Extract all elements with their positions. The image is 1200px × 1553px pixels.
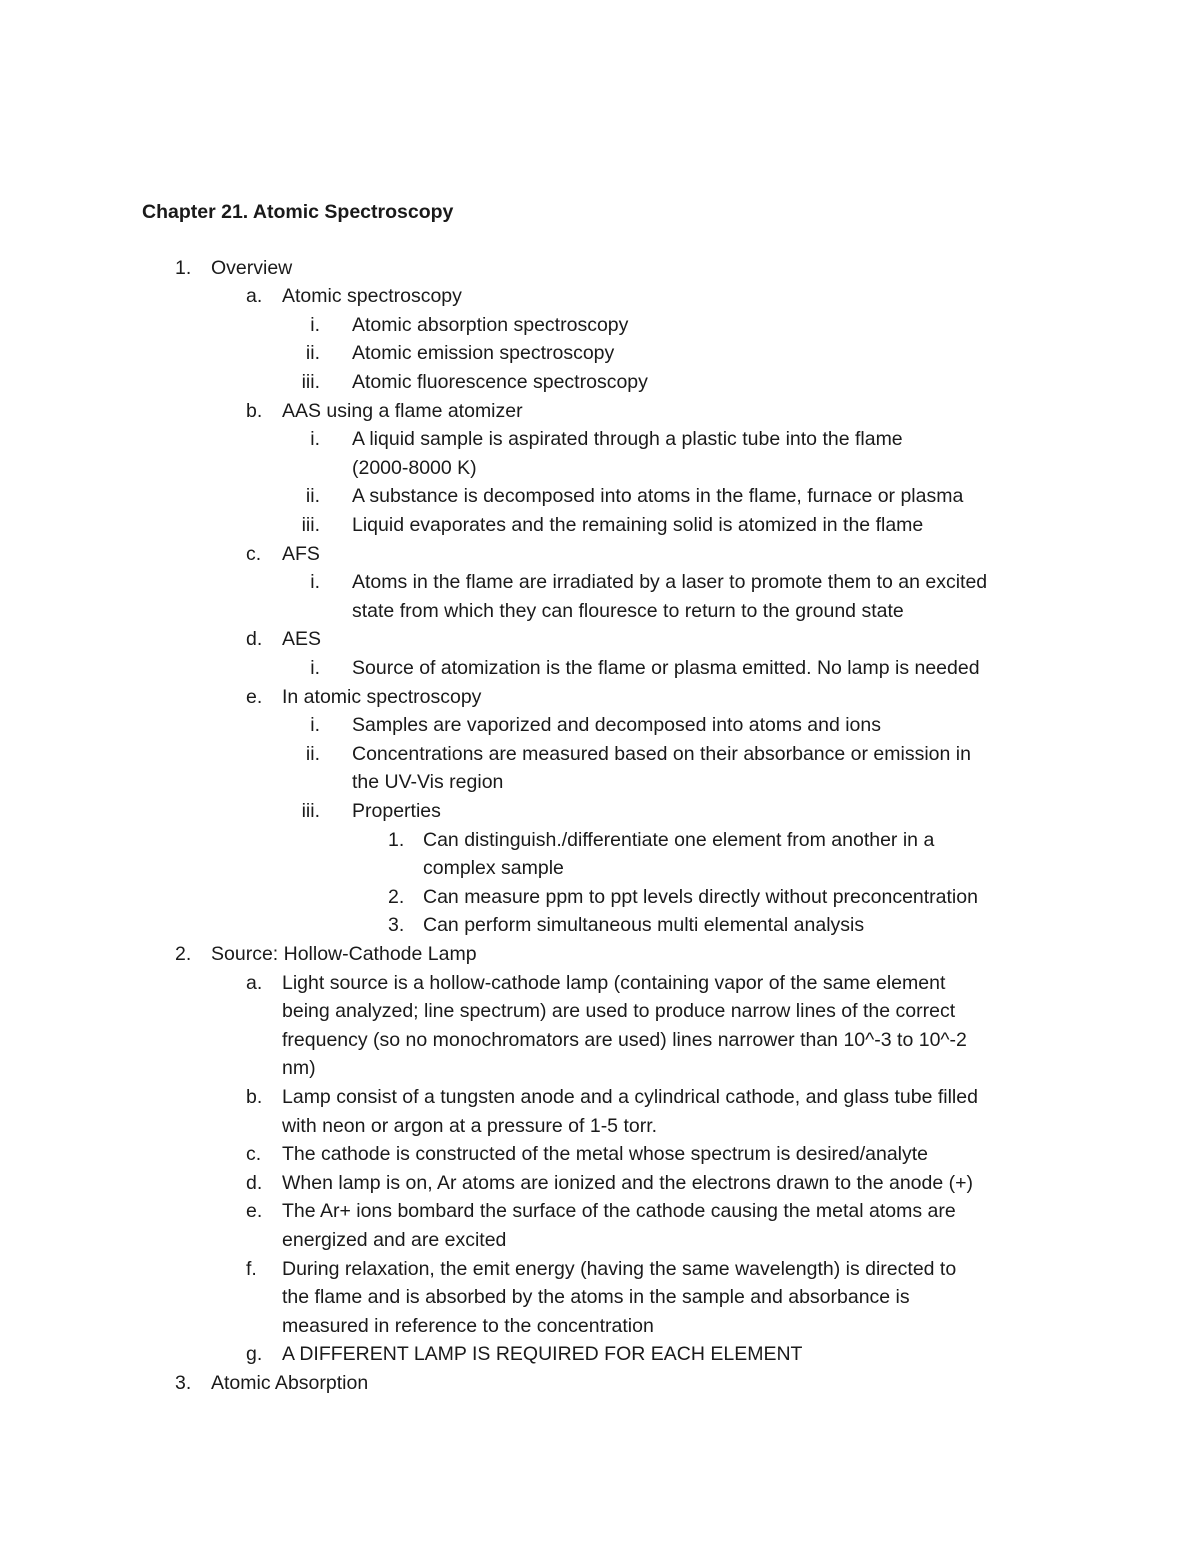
list-item-text: When lamp is on, Ar atoms are ionized and the electrons drawn to the anode (+): [282, 1171, 974, 1194]
list-item-text: frequency (so no monochromators are used) lines narrower than 10^-3 to 10^-2: [282, 1028, 967, 1051]
list-item-text: (2000-8000 K): [352, 456, 477, 479]
list-item-text: energized and are excited: [282, 1228, 507, 1251]
list-marker: g.: [246, 1343, 263, 1366]
list-item-text: Overview: [211, 256, 293, 279]
list-marker: c.: [246, 1143, 262, 1166]
list-marker: iii.: [301, 370, 320, 393]
list-item-text: The Ar+ ions bombard the surface of the cathode causing the metal atoms are: [282, 1200, 956, 1223]
list-item-text: being analyzed; line spectrum) are used to produce narrow lines of the correct: [282, 1000, 956, 1023]
list-item-text: measured in reference to the concentration: [282, 1314, 654, 1337]
list-item-text: Atomic Absorption: [211, 1371, 369, 1394]
list-item-text: Atoms in the flame are irradiated by a laser to promote them to an excited: [352, 571, 988, 594]
list-marker: 3.: [175, 1371, 192, 1394]
list-marker: a.: [246, 285, 263, 308]
list-item-text: The cathode is constructed of the metal whose spectrum is desired/analyte: [282, 1143, 929, 1166]
list-marker: f.: [246, 1257, 257, 1280]
list-marker: 1.: [175, 256, 192, 279]
list-item-text: nm): [282, 1057, 316, 1080]
list-marker: 3.: [388, 914, 405, 937]
list-item-text: with neon or argon at a pressure of 1-5 torr.: [282, 1114, 658, 1137]
list-item-text: In atomic spectroscopy: [282, 685, 482, 708]
list-item-text: Lamp consist of a tungsten anode and a cylindrical cathode, and glass tube filled: [282, 1085, 978, 1108]
list-marker: iii.: [301, 799, 320, 822]
list-marker: d.: [246, 1171, 263, 1194]
list-item-text: Can perform simultaneous multi elemental analysis: [423, 914, 865, 937]
list-marker: c.: [246, 542, 262, 565]
list-item-text: Atomic spectroscopy: [282, 285, 462, 308]
list-marker: ii.: [305, 342, 320, 365]
list-item-text: Properties: [352, 799, 441, 822]
list-item-text: Source of atomization is the flame or plasma emitted. No lamp is needed: [352, 656, 980, 679]
list-item-text: A substance is decomposed into atoms in the flame, furnace or plasma: [352, 485, 964, 508]
list-marker: a.: [246, 971, 263, 994]
list-item-text: AFS: [282, 542, 320, 565]
list-marker: ii.: [305, 485, 320, 508]
list-item-text: Atomic fluorescence spectroscopy: [352, 370, 648, 393]
list-marker: d.: [246, 628, 263, 651]
list-marker: b.: [246, 399, 263, 422]
list-marker: ii.: [305, 742, 320, 765]
list-item-text: Concentrations are measured based on their absorbance or emission in: [352, 742, 971, 765]
list-marker: 1.: [388, 828, 405, 851]
list-marker: e.: [246, 1200, 263, 1223]
chapter-title: Chapter 21. Atomic Spectroscopy: [142, 201, 454, 223]
list-item-text: state from which they can flouresce to return to the ground state: [352, 599, 904, 622]
list-item-text: A liquid sample is aspirated through a plastic tube into the flame: [352, 428, 903, 451]
list-marker: i.: [310, 571, 320, 594]
list-item-text: complex sample: [423, 857, 564, 880]
list-item-text: Can distinguish./differentiate one element from another in a: [423, 828, 935, 851]
list-item-text: Samples are vaporized and decomposed into atoms and ions: [352, 714, 881, 737]
list-item-text: Atomic absorption spectroscopy: [352, 313, 629, 336]
list-item-text: AES: [282, 628, 322, 651]
list-marker: i.: [310, 428, 320, 451]
list-marker: b.: [246, 1085, 263, 1108]
list-marker: i.: [310, 714, 320, 737]
list-item-text: Atomic emission spectroscopy: [352, 342, 615, 365]
list-marker: i.: [310, 313, 320, 336]
list-item-text: Source: Hollow-Cathode Lamp: [211, 942, 477, 965]
list-item-text: A DIFFERENT LAMP IS REQUIRED FOR EACH ELEMENT: [282, 1343, 803, 1366]
list-item-text: AAS using a flame atomizer: [282, 399, 523, 422]
list-item-text: Light source is a hollow-cathode lamp (containing vapor of the same element: [282, 971, 946, 994]
list-item-text: Liquid evaporates and the remaining solid is atomized in the flame: [352, 513, 924, 536]
list-marker: i.: [310, 656, 320, 679]
list-marker: iii.: [301, 513, 320, 536]
list-marker: 2.: [175, 942, 192, 965]
list-item-text: During relaxation, the emit energy (having the same wavelength) is directed to: [282, 1257, 957, 1280]
list-item-text: the UV-Vis region: [352, 771, 504, 794]
list-item-text: Can measure ppm to ppt levels directly without preconcentration: [423, 885, 978, 908]
list-marker: e.: [246, 685, 263, 708]
list-marker: 2.: [388, 885, 405, 908]
list-item-text: the flame and is absorbed by the atoms in the sample and absorbance is: [282, 1286, 910, 1309]
